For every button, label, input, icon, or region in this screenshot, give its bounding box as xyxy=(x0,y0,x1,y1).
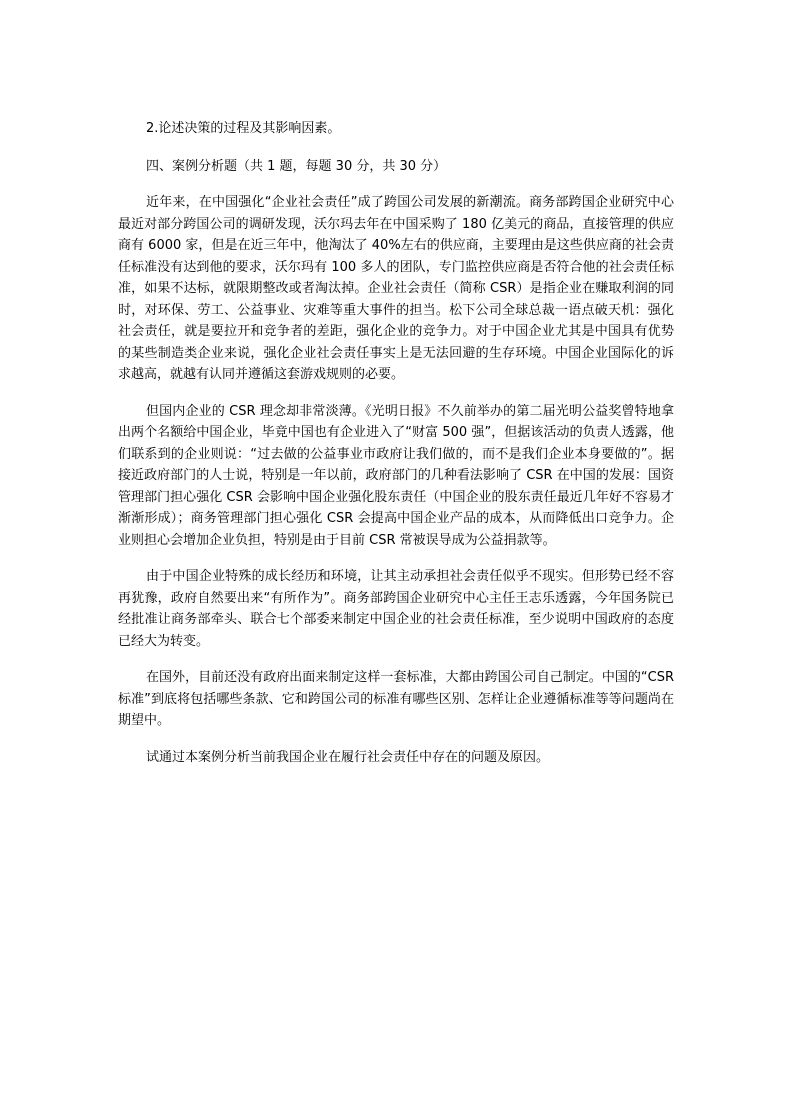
case-paragraph-1: 近年来，在中国强化“企业社会责任”成了跨国公司发展的新潮流。商务部跨国企业研究中心最近对部分跨国公司的调研发现，沃尔玛去年在中国采购了 180 亿美元的商品，直接管理的供应商有 6000 家，但是在近三年中，他淘汰了 40%左右的供应商，主要理由是这些供应商的社会责任标准没有达到他的要求，沃尔玛有 100 多人的团队，专门监控供应商是否符合他的社会责任标准，如果不达标，就限期整改或者淘汰掉。企业社会责任（简称 CSR）是指企业在赚取利润的同时，对环保、劳工、公益事业、灾难等重大事件的担当。松下公司全球总裁一语点破天机：强化社会责任，就是要拉开和竞争者的差距，强化企业的竞争力。对于中国企业尤其是中国具有优势的某些制造类企业来说，强化企业社会责任事实上是无法回避的生存环境。中国企业国际化的诉求越高，就越有认同并遵循这套游戏规则的必要。 xyxy=(118,195,674,382)
case-paragraph-3: 由于中国企业特殊的成长经历和环境，让其主动承担社会责任似乎不现实。但形势已经不容再犹豫，政府自然要出来“有所作为”。商务部跨国企业研究中心主任王志乐透露，今年国务院已经批准让商务部牵头、联合七个部委来制定中国企业的社会责任标准，至少说明中国政府的态度已经大为转变。 xyxy=(118,569,674,649)
case-analysis-task: 试通过本案例分析当前我国企业在履行社会责任中存在的问题及原因。 xyxy=(146,749,550,765)
document-body xyxy=(118,118,679,768)
case-paragraph-2: 但国内企业的 CSR 理念却非常淡薄。《光明日报》不久前举办的第二届光明公益奖曾特地拿出两个名额给中国企业，毕竟中国也有企业进入了“财富 500 强”，但据该活动的负责人透露，他们联系到的企业则说：“过去做的公益事业市政府让我们做的，而不是我们企业本身要做的”。据接近政府部门的人士说，特别是一年以前，政府部门的几种看法影响了 CSR 在中国的发展：国资管理部门担心强化 CSR 会影响中国企业强化股东责任（中国企业的股东责任最近几年好不容易才渐渐形成）；商务管理部门担心强化 CSR 会提高中国企业产品的成本，从而降低出口竞争力。企业则担心会增加企业负担，特别是由于目前 CSR 常被误导成为公益捐款等。 xyxy=(118,403,674,548)
essay-question-2: 2.论述决策的过程及其影响因素。 xyxy=(146,121,341,136)
case-paragraph-4: 在国外，目前还没有政府出面来制定这样一套标准，大都由跨国公司自己制定。中国的“CSR 标准”到底将包括哪些条款、它和跨国公司的标准有哪些区别、怎样让企业遵循标准等等问题尚在期望中。 xyxy=(118,670,679,728)
case-analysis-section-heading: 四、案例分析题（共 1 题，每题 30 分，共 30 分） xyxy=(146,158,447,174)
